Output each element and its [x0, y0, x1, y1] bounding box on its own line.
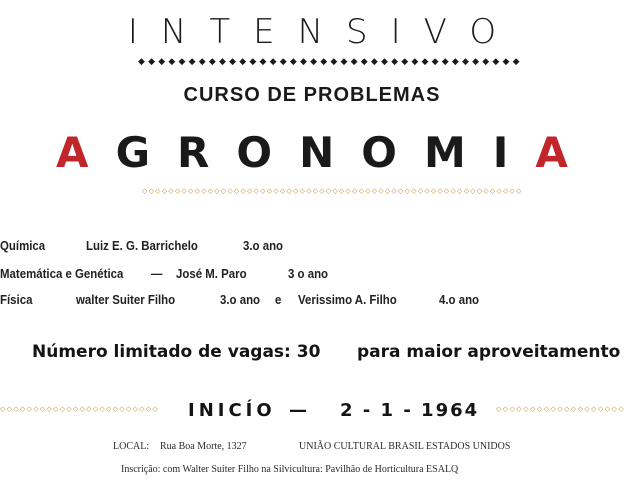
- ornament-dot: ◇: [463, 188, 469, 195]
- ornament-dot: ◇: [181, 188, 187, 195]
- teacher-year: 3.o ano: [243, 238, 284, 253]
- start-label: INICÍO: [188, 400, 276, 421]
- start-dash: —: [289, 400, 307, 421]
- ornament-dot: ◇: [292, 188, 299, 195]
- course-title-letter: I: [492, 128, 536, 177]
- institution-name: UNIÃO CULTURAL BRASIL ESTADOS UNIDOS: [299, 441, 511, 452]
- diamond-ornament: ◆: [279, 56, 287, 66]
- ornament-dot: ◇: [584, 406, 590, 413]
- ornament-dot: ◇: [161, 188, 168, 195]
- ornament-dot: ◇: [240, 188, 246, 195]
- ornament-dot: ◇: [174, 188, 181, 195]
- local-label: LOCAL:: [113, 441, 150, 452]
- ornament-dot: ◇: [46, 406, 52, 413]
- ornament-dot: ◇: [618, 406, 624, 413]
- ornament-dot: ◇: [543, 406, 549, 413]
- course-title-letter: R: [177, 128, 237, 177]
- ornament-dot: ◇: [13, 406, 19, 413]
- ornament-dot: ◇: [611, 406, 617, 413]
- ornament-dot: ◇: [577, 406, 583, 413]
- vacancy-notice: Número limitado de vagas: 30: [32, 342, 321, 362]
- subject-name: Física: [0, 292, 33, 307]
- ornament-dot: ◇: [516, 406, 522, 413]
- ornament-dot: ◇: [286, 188, 292, 195]
- ornament-dot: ◇: [430, 188, 437, 195]
- dash: —: [151, 266, 163, 281]
- ornament-dot: ◇: [220, 188, 227, 195]
- course-title-letter: O: [236, 128, 300, 177]
- ornament-dot: ◇: [550, 406, 556, 413]
- diamond-ornament: ◆: [229, 56, 237, 66]
- diamond-ornament: ◆: [340, 56, 348, 66]
- teacher-name: Luiz E. G. Barrichelo: [86, 238, 198, 253]
- subject-name: Matemática e Genética: [0, 266, 124, 281]
- ornament-dot: ◇: [345, 188, 351, 195]
- diamond-ornament: ◆: [482, 56, 490, 66]
- ornament-dot: ◇: [470, 188, 476, 195]
- ornament-dot: ◇: [358, 188, 364, 195]
- teacher-name-2: Verissimo A. Filho: [298, 292, 397, 307]
- ornament-dot: ◇: [417, 188, 424, 195]
- page-title: INTENSIVO: [127, 12, 520, 52]
- ornament-dot: ◇: [86, 406, 92, 413]
- ornament-dot: ◇: [247, 188, 253, 195]
- ornament-dot: ◇: [411, 188, 417, 195]
- ornament-dot: ◇: [371, 188, 378, 195]
- teacher-year: 3 o ano: [288, 266, 329, 281]
- ornament-dot: ◇: [152, 406, 158, 413]
- diamond-ornament: ◆: [198, 56, 206, 66]
- ornament-dot: ◇: [319, 188, 325, 195]
- ornament-dot: ◇: [325, 188, 332, 195]
- ornament-dot: ◇: [66, 406, 72, 413]
- course-title-letter: M: [423, 128, 493, 177]
- ornament-dot: ◇: [437, 188, 443, 195]
- ornament-dot: ◇: [168, 188, 174, 195]
- ornament-dot: ◇: [496, 188, 502, 195]
- ornament-dot: ◇: [591, 406, 597, 413]
- ornament-dot: ◇: [604, 406, 611, 413]
- diamond-ornament: ◆: [178, 56, 186, 66]
- ornament-dot: ◇: [39, 406, 46, 413]
- diamond-ornament: ◆: [431, 56, 439, 66]
- ornament-dot: ◇: [33, 406, 39, 413]
- diamond-ornament: ◆: [492, 56, 500, 66]
- diamond-ornament: ◆: [259, 56, 267, 66]
- ornament-dot: ◇: [496, 406, 502, 413]
- ornament-dot: ◇: [424, 188, 430, 195]
- diamond-ornament: ◆: [462, 56, 469, 66]
- ornament-dot: ◇: [299, 188, 305, 195]
- registration-info: Inscrição: com Walter Suiter Filho na Silvicultura: Pavilhão de Horticultura ESALQ: [121, 464, 459, 475]
- ornament-dot: ◇: [476, 188, 483, 195]
- diamond-ornament: ◆: [370, 56, 378, 66]
- ornament-dot: ◇: [489, 188, 496, 195]
- ornament-dot: ◇: [378, 188, 384, 195]
- ornament-dot: ◇: [273, 188, 279, 195]
- ornament-dot: ◇: [597, 406, 604, 413]
- ornament-dot: ◇: [502, 406, 509, 413]
- ornament-dot: ◇: [19, 406, 26, 413]
- diamond-ornament: ◆: [289, 56, 297, 66]
- diamond-ornament: ◆: [168, 56, 176, 66]
- ornament-dot: ◇: [194, 188, 200, 195]
- local-address: Rua Boa Morte, 1327: [160, 441, 247, 452]
- diamond-ornament: ◆: [310, 56, 318, 66]
- ornament-dot: ◇: [332, 188, 338, 195]
- ornament-dot: ◇: [214, 188, 220, 195]
- diamond-ornament: ◆: [421, 56, 429, 66]
- course-title: [0, 128, 624, 177]
- ornament-dot: ◇: [139, 406, 145, 413]
- ornament-dot: ◇: [384, 188, 391, 195]
- teacher-year: 3.o ano: [220, 292, 261, 307]
- diamond-ornament: ◆: [401, 56, 409, 66]
- diamond-ornament: ◆: [381, 56, 388, 66]
- ornament-dot: ◇: [536, 406, 543, 413]
- ornament-dot: ◇: [338, 188, 345, 195]
- diamond-divider: [138, 56, 520, 66]
- ornament-dot: ◇: [72, 406, 79, 413]
- ornament-dot: ◇: [53, 406, 59, 413]
- ornament-dot: ◇: [119, 406, 125, 413]
- ornament-dot: ◇: [92, 406, 99, 413]
- diamond-ornament: ◆: [441, 56, 449, 66]
- ornament-dot: ◇: [529, 406, 536, 413]
- ornament-dot: ◇: [404, 188, 410, 195]
- diamond-ornament: ◆: [188, 56, 196, 66]
- course-subtitle: CURSO DE PROBLEMAS: [183, 84, 441, 106]
- ornament-dot: ◇: [99, 406, 105, 413]
- ornament-divider: [142, 188, 522, 196]
- ornament-dot: ◇: [509, 406, 515, 413]
- ornament-dot: ◇: [6, 406, 13, 413]
- ornament-dot: ◇: [450, 188, 456, 195]
- start-date: 2 - 1 - 1964: [340, 400, 480, 421]
- ornament-dot: ◇: [352, 188, 358, 195]
- course-title-letter: A: [56, 128, 116, 177]
- ornament-dot: ◇: [502, 188, 509, 195]
- ornament-dot: ◇: [306, 188, 312, 195]
- ornament-dot: ◇: [365, 188, 371, 195]
- course-title-letter: G: [115, 128, 178, 177]
- teacher-year-2: 4.o ano: [439, 292, 480, 307]
- ornament-dot: ◇: [26, 406, 32, 413]
- ornament-dot: ◇: [125, 406, 132, 413]
- ornament-dot: ◇: [227, 188, 233, 195]
- ornament-dot: ◇: [266, 188, 273, 195]
- ornament-dot: ◇: [570, 406, 577, 413]
- ornament-dot: ◇: [443, 188, 450, 195]
- ornament-left: [0, 406, 158, 414]
- diamond-ornament: ◆: [239, 56, 247, 66]
- ornament-dot: ◇: [523, 406, 529, 413]
- diamond-ornament: ◆: [300, 56, 307, 66]
- course-title-letter: O: [361, 128, 424, 177]
- ornament-dot: ◇: [457, 188, 463, 195]
- ornament-right: [496, 406, 624, 414]
- subject-name: Química: [0, 238, 46, 253]
- ornament-dot: ◇: [187, 188, 194, 195]
- diamond-ornament: ◆: [472, 56, 480, 66]
- teacher-name: José M. Paro: [176, 266, 247, 281]
- diamond-ornament: ◆: [208, 56, 216, 66]
- ornament-dot: ◇: [112, 406, 119, 413]
- diamond-ornament: ◆: [330, 56, 338, 66]
- ornament-dot: ◇: [397, 188, 404, 195]
- ornament-dot: ◇: [132, 406, 138, 413]
- ornament-dot: ◇: [79, 406, 85, 413]
- ornament-dot: ◇: [155, 188, 161, 195]
- diamond-ornament: ◆: [320, 56, 328, 66]
- ornament-dot: ◇: [106, 406, 112, 413]
- ornament-dot: ◇: [59, 406, 66, 413]
- ornament-dot: ◇: [509, 188, 515, 195]
- ornament-dot: ◇: [563, 406, 570, 413]
- diamond-ornament: ◆: [148, 56, 156, 66]
- diamond-ornament: ◆: [158, 56, 166, 66]
- diamond-ornament: ◆: [360, 56, 368, 66]
- ornament-dot: ◇: [253, 188, 259, 195]
- ornament-dot: ◇: [142, 188, 148, 195]
- diamond-ornament: ◆: [249, 56, 257, 66]
- ornament-dot: ◇: [148, 188, 154, 195]
- diamond-ornament: ◆: [138, 56, 145, 66]
- diamond-ornament: ◆: [451, 56, 459, 66]
- diamond-ornament: ◆: [350, 56, 358, 66]
- diamond-ornament: ◆: [269, 56, 277, 66]
- teacher-name: walter Suiter Filho: [76, 292, 176, 307]
- ornament-dot: ◇: [516, 188, 522, 195]
- course-title-letter: A: [535, 128, 595, 177]
- diamond-ornament: ◆: [512, 56, 520, 66]
- vacancy-purpose: para maior aproveitamento: [357, 342, 621, 362]
- ornament-dot: ◇: [145, 406, 152, 413]
- ornament-dot: ◇: [279, 188, 286, 195]
- ornament-dot: ◇: [0, 406, 6, 413]
- ornament-dot: ◇: [483, 188, 489, 195]
- ornament-dot: ◇: [233, 188, 240, 195]
- diamond-ornament: ◆: [219, 56, 226, 66]
- diamond-ornament: ◆: [502, 56, 510, 66]
- ornament-dot: ◇: [207, 188, 214, 195]
- conjunction: e: [275, 292, 282, 307]
- diamond-ornament: ◆: [411, 56, 419, 66]
- ornament-dot: ◇: [391, 188, 397, 195]
- ornament-dot: ◇: [201, 188, 207, 195]
- course-title-letter: N: [299, 128, 362, 177]
- ornament-dot: ◇: [557, 406, 563, 413]
- ornament-dot: ◇: [312, 188, 319, 195]
- ornament-dot: ◇: [260, 188, 266, 195]
- diamond-ornament: ◆: [391, 56, 399, 66]
